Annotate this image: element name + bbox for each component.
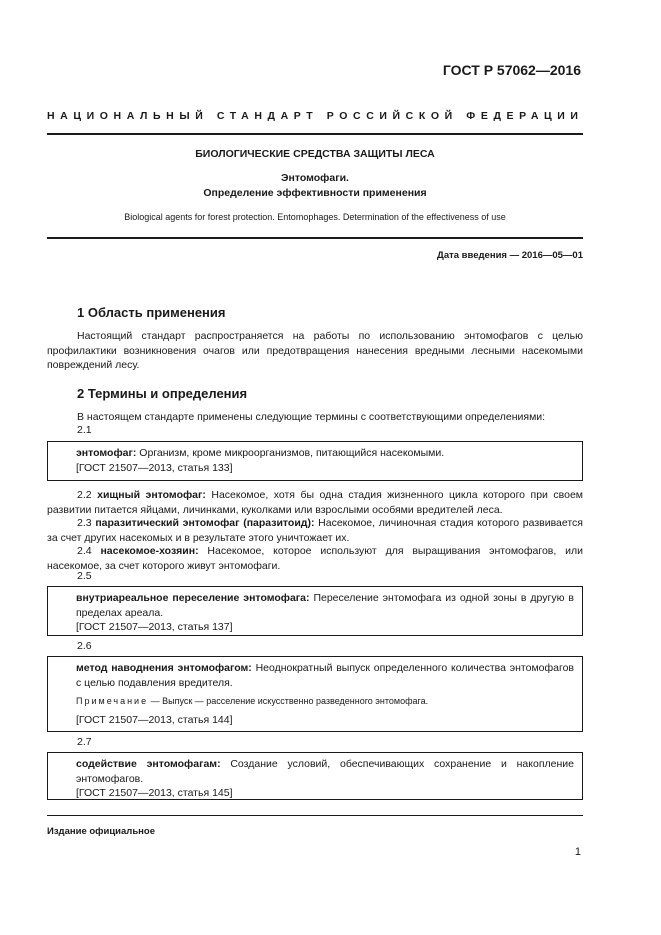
footer-divider [47, 815, 583, 816]
divider-title [47, 237, 583, 239]
term-2-4 [47, 544, 583, 573]
term-2-6-reference: [ГОСТ 21507—2013, статья 144] [76, 713, 233, 726]
term-2-6-definition: Неоднократный выпуск определенного количества энтомофагов с целью подавления вредителя. [76, 662, 575, 689]
term-2-2-term: хищный энтомофаг: [97, 489, 206, 501]
term-2-1-reference: [ГОСТ 21507—2013, статья 133] [76, 461, 233, 474]
term-2-5-term: внутриареальное переселение энтомофага: [76, 592, 310, 604]
term-2-6-note-text: — Выпуск — расселение искусственно разведенного энтомофага. [148, 696, 429, 706]
term-2-4-number: 2.4 [77, 545, 92, 557]
section-2-intro: В настоящем стандарте применены следующие термины с соответствующими определениями: [77, 411, 546, 423]
term-2-6-note-label: Примечание [76, 696, 149, 706]
term-2-3-term: паразитический энтомофаг (паразитоид): [95, 517, 315, 529]
document-title: БИОЛОГИЧЕСКИЕ СРЕДСТВА ЗАЩИТЫ ЛЕСА [195, 148, 435, 160]
section-1-heading: 1 Область применения [77, 305, 226, 320]
term-2-7-box [47, 752, 583, 800]
section-1-text: Настоящий стандарт распространяется на работы по использованию энтомофагов с целью профилактики возникновения очагов или предотвращения нанесения вредными лесными насекомыми повреждений лесу. [47, 330, 583, 371]
document-subtitle-1: Энтомофаги. [281, 172, 349, 184]
term-2-7-term: содействие энтомофагам: [76, 758, 221, 770]
term-2-6-number: 2.6 [77, 640, 92, 652]
term-2-6-box [47, 656, 583, 732]
term-2-7-reference: [ГОСТ 21507—2013, статья 145] [76, 787, 233, 799]
document-code: ГОСТ Р 57062—2016 [442, 62, 581, 78]
term-2-1-definition: Организм, кроме микроорганизмов, питающийся насекомыми. [136, 447, 445, 459]
page-number: 1 [574, 846, 581, 858]
document-subtitle-2: Определение эффективности применения [203, 187, 427, 199]
term-2-4-definition: Насекомое, которое используют для выращивания энтомофагов, или насекомое, за счет которого живут энтомофаги. [47, 545, 583, 572]
term-2-2 [47, 488, 583, 517]
section-2-heading: 2 Термины и определения [77, 386, 248, 401]
term-2-3-number: 2.3 [77, 517, 92, 529]
term-2-5-box [47, 586, 583, 636]
term-2-5-definition: Переселение энтомофага из одной зоны в другую в пределах ареала. [76, 592, 574, 619]
term-2-1-term: энтомофаг: [76, 447, 137, 459]
term-2-6-term: метод наводнения энтомофагом: [76, 662, 252, 674]
term-2-3 [47, 516, 583, 545]
term-2-2-number: 2.2 [77, 489, 92, 501]
edition-label: Издание официальное [47, 826, 155, 837]
term-2-1-box [47, 441, 583, 481]
divider-top [47, 133, 583, 135]
term-2-7-definition: Создание условий, обеспечивающих сохранение и накопление энтомофагов. [76, 758, 574, 785]
term-2-5-reference: [ГОСТ 21507—2013, статья 137] [76, 621, 233, 633]
english-title: Biological agents for forest protection. Entomophages. Determination of the effectiveness of use [124, 212, 506, 222]
introduction-date: Дата введения — 2016—05—01 [437, 250, 583, 261]
term-2-4-term: насекомое-хозяин: [100, 545, 199, 557]
term-2-1-number: 2.1 [77, 424, 92, 436]
national-standard-banner: НАЦИОНАЛЬНЫЙ СТАНДАРТ РОССИЙСКОЙ ФЕДЕРАЦИИ [47, 110, 584, 122]
term-2-2-definition: Насекомое, хотя бы одна стадия жизненного цикла которого при своем развитии питается яйцами, личинками, куколками или взрослыми особями вредителей леса. [47, 489, 583, 516]
term-2-3-definition: Насекомое, личиночная стадия которого развивается за счет других насекомых и в результате этого уничтожает их. [47, 517, 583, 544]
term-2-5-number: 2.5 [77, 570, 92, 582]
term-2-7-number: 2.7 [77, 736, 92, 748]
